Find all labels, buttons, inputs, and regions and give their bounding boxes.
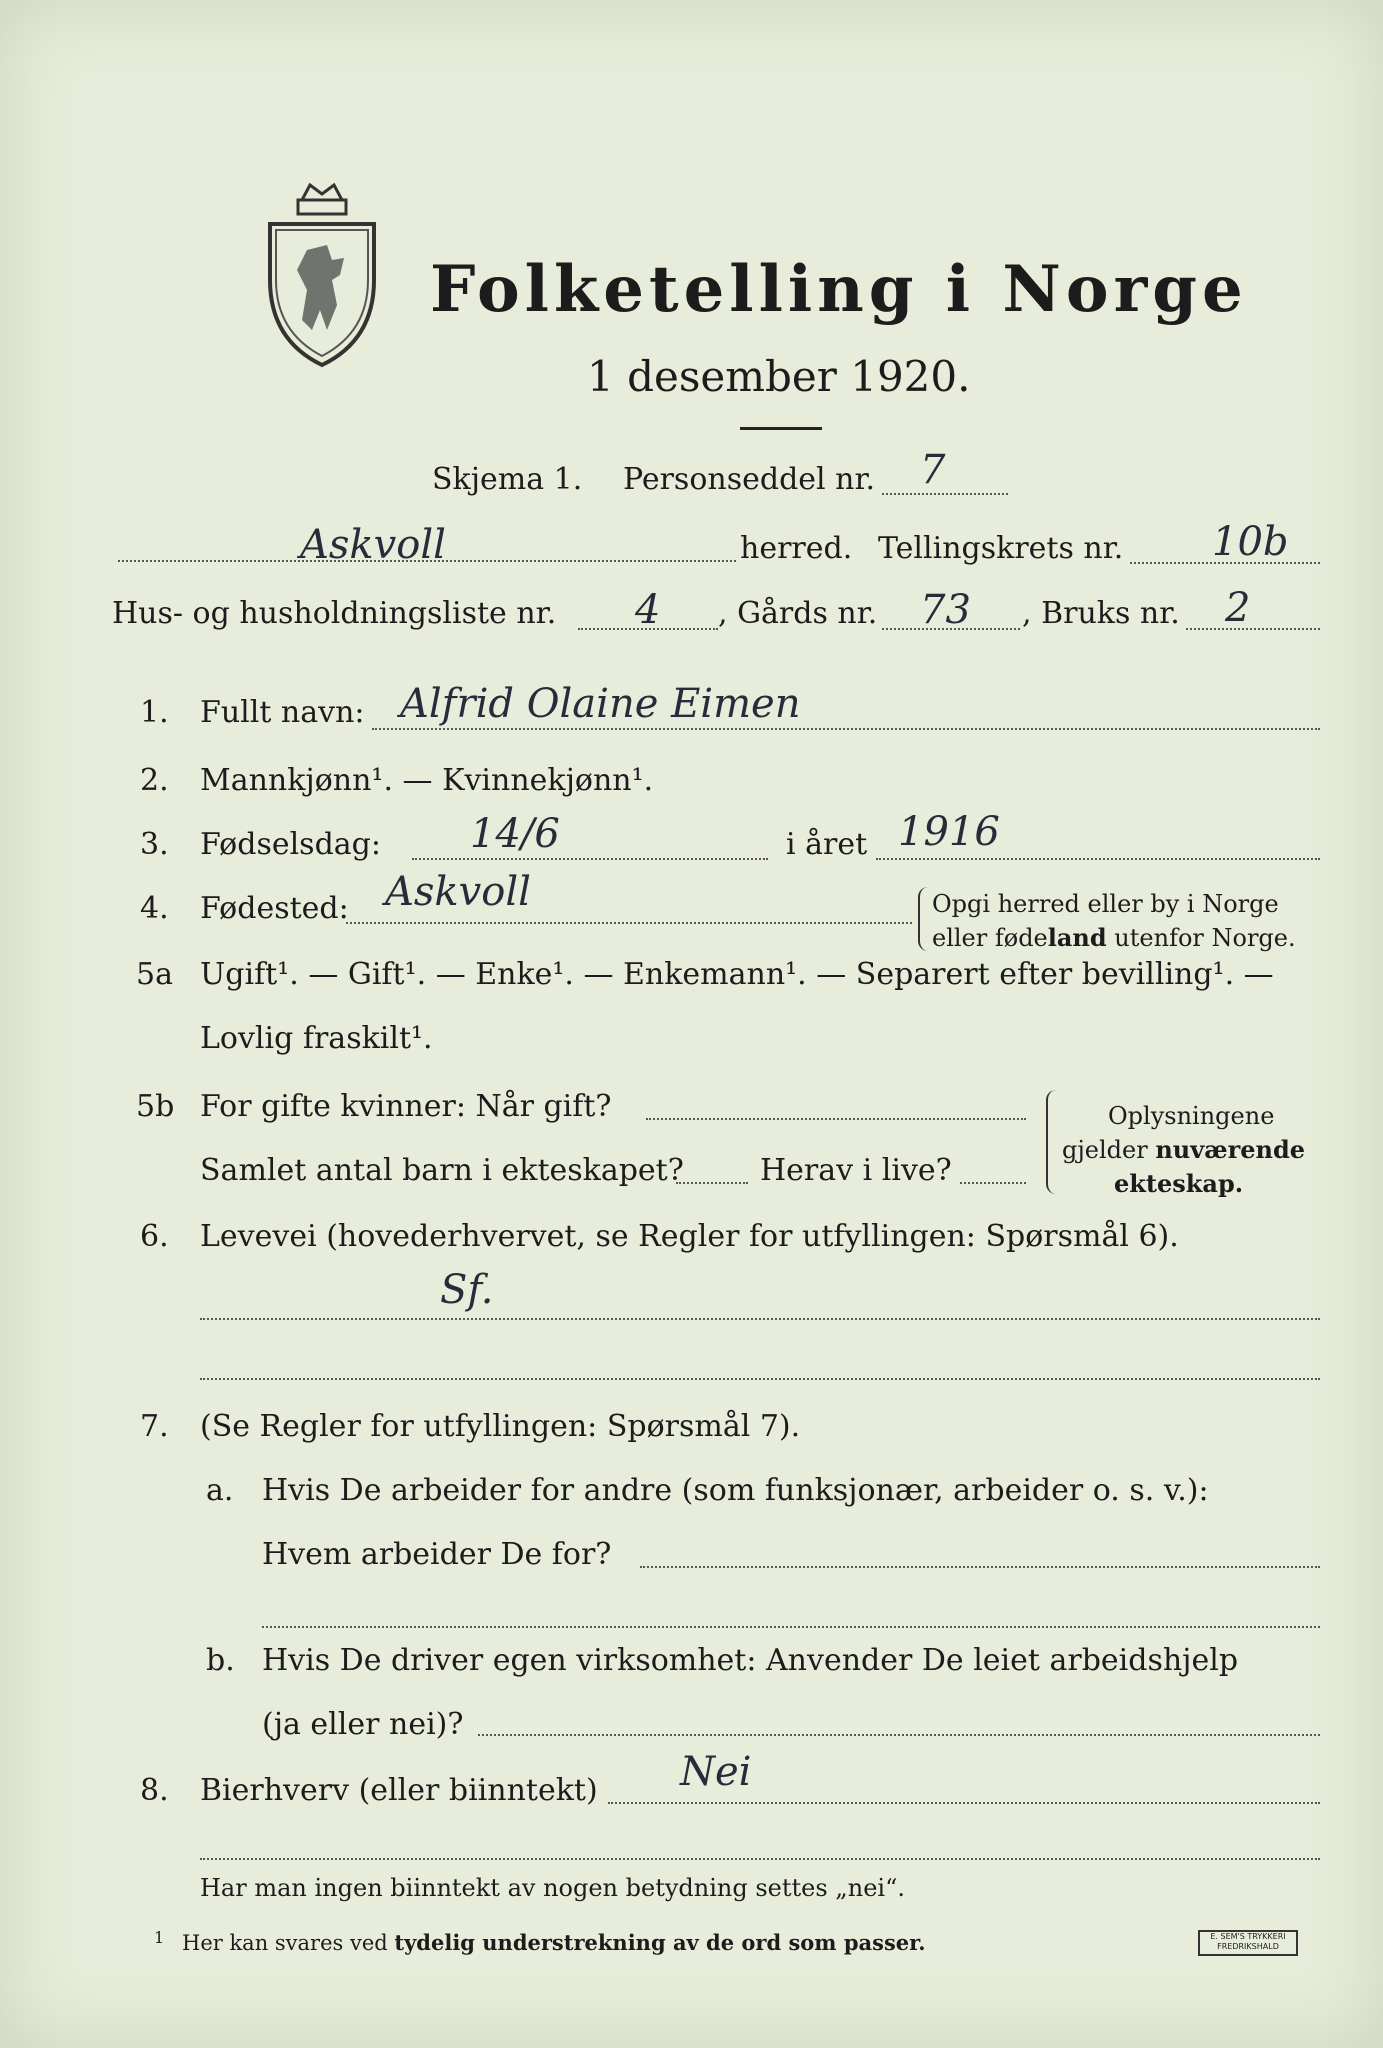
q3-year-label: i året bbox=[786, 827, 868, 862]
personseddel-line bbox=[882, 493, 1008, 495]
printer-stamp: E. SEM'S TRYKKERI FREDRIKSHALD bbox=[1198, 1930, 1298, 1956]
q5b-note2: gjelder nuværende bbox=[1062, 1135, 1306, 1164]
q5b-note3: ekteskap. bbox=[1114, 1169, 1244, 1198]
gards-value: 73 bbox=[920, 587, 971, 633]
tellingskrets-value: 10b bbox=[1212, 519, 1289, 565]
tellingskrets-label: Tellingskrets nr. bbox=[878, 531, 1124, 566]
q3-value: 14/6 bbox=[470, 811, 560, 857]
q7b-answer-line bbox=[478, 1734, 1320, 1736]
q5b-line2: Samlet antal barn i ekteskapet? bbox=[200, 1153, 684, 1188]
q3-number: 3. bbox=[140, 827, 169, 862]
form-date: 1 desember 1920. bbox=[587, 352, 971, 401]
hus-value: 4 bbox=[635, 587, 661, 633]
q5a-line2: Lovlig fraskilt¹. bbox=[200, 1021, 433, 1056]
q6-number: 6. bbox=[140, 1219, 169, 1254]
q5b-ilive-line bbox=[960, 1182, 1026, 1184]
q6-line1 bbox=[200, 1318, 1320, 1320]
q7a-line1: Hvis De arbeider for andre (som funksjonær, arbeider o. s. v.): bbox=[262, 1473, 1209, 1508]
form-title: Folketelling i Norge bbox=[430, 252, 1248, 327]
q5b-line2b: Herav i live? bbox=[760, 1153, 952, 1188]
q8-label: Bierhverv (eller biinntekt) bbox=[200, 1773, 598, 1808]
q4-note-line1: Opgi herred eller by i Norge bbox=[932, 890, 1279, 918]
q7a-answer-line2 bbox=[262, 1626, 1320, 1628]
q1-number: 1. bbox=[140, 695, 169, 730]
q6-line2 bbox=[200, 1378, 1320, 1380]
q4-number: 4. bbox=[140, 891, 169, 926]
q5b-number: 5b bbox=[136, 1089, 175, 1124]
q6-value: Sf. bbox=[440, 1267, 494, 1313]
q5a-line1: Ugift¹. — Gift¹. — Enke¹. — Enkemann¹. — Separert efter bevilling¹. — bbox=[200, 957, 1274, 992]
q2-label: Mannkjønn¹. — Kvinnekjønn¹. bbox=[200, 763, 654, 798]
q2-number: 2. bbox=[140, 763, 169, 798]
bruks-label: , Bruks nr. bbox=[1022, 596, 1180, 631]
footer-note: Har man ingen biinntekt av nogen betydning settes „nei“. bbox=[200, 1874, 905, 1902]
footnote-text: Her kan svares ved tydelig understrekning av de ord som passer. bbox=[182, 1930, 926, 1955]
q5b-note1: Oplysningene bbox=[1108, 1102, 1275, 1130]
q8-line bbox=[608, 1802, 1320, 1804]
bruks-line bbox=[1186, 628, 1320, 630]
hus-label: Hus- og husholdningsliste nr. bbox=[112, 596, 557, 631]
q7a-letter: a. bbox=[206, 1473, 234, 1508]
herred-value: Askvoll bbox=[300, 522, 446, 568]
q7a-answer-line bbox=[640, 1566, 1320, 1568]
gards-label: , Gårds nr. bbox=[718, 596, 878, 631]
q1-value: Alfrid Olaine Eimen bbox=[400, 681, 801, 727]
q8-line2 bbox=[200, 1858, 1320, 1860]
coat-of-arms-icon bbox=[262, 180, 382, 370]
q5b-barn-line bbox=[676, 1182, 748, 1184]
q5b-gift-line bbox=[646, 1118, 1026, 1120]
q3-year-value: 1916 bbox=[898, 809, 1000, 855]
q4-line bbox=[346, 922, 912, 924]
q5b-line1: For gifte kvinner: Når gift? bbox=[200, 1089, 612, 1124]
q7b-line2: (ja eller nei)? bbox=[262, 1707, 464, 1742]
q4-note-line2: eller fødeland utenfor Norge. bbox=[932, 923, 1296, 952]
q7b-letter: b. bbox=[206, 1643, 235, 1678]
footnote-mark: 1 bbox=[154, 1928, 165, 1947]
q7-label: (Se Regler for utfyllingen: Spørsmål 7). bbox=[200, 1409, 801, 1444]
herred-label: herred. bbox=[740, 531, 853, 566]
title-divider bbox=[740, 427, 822, 430]
q5a-number: 5a bbox=[136, 957, 173, 992]
q7-number: 7. bbox=[140, 1409, 169, 1444]
q6-label: Levevei (hovederhvervet, se Regler for utfyllingen: Spørsmål 6). bbox=[200, 1219, 1179, 1254]
q1-label: Fullt navn: bbox=[200, 695, 365, 730]
personseddel-label: Personseddel nr. bbox=[623, 462, 876, 497]
q3-label: Fødselsdag: bbox=[200, 827, 381, 862]
q7b-line1: Hvis De driver egen virksomhet: Anvender De leiet arbeidshjelp bbox=[262, 1643, 1239, 1678]
q7a-line2: Hvem arbeider De for? bbox=[262, 1537, 612, 1572]
q8-value: Nei bbox=[680, 1749, 752, 1795]
q4-brace bbox=[918, 887, 928, 951]
personseddel-value: 7 bbox=[920, 447, 946, 493]
q1-line bbox=[372, 728, 1320, 730]
q3-year-line bbox=[876, 858, 1320, 860]
q4-label: Fødested: bbox=[200, 891, 349, 926]
skjema-label: Skjema 1. bbox=[432, 462, 583, 497]
q3-line bbox=[412, 858, 768, 860]
q4-value: Askvoll bbox=[385, 869, 531, 915]
q8-number: 8. bbox=[140, 1773, 169, 1808]
bruks-value: 2 bbox=[1225, 585, 1251, 631]
q5b-brace bbox=[1046, 1090, 1058, 1194]
